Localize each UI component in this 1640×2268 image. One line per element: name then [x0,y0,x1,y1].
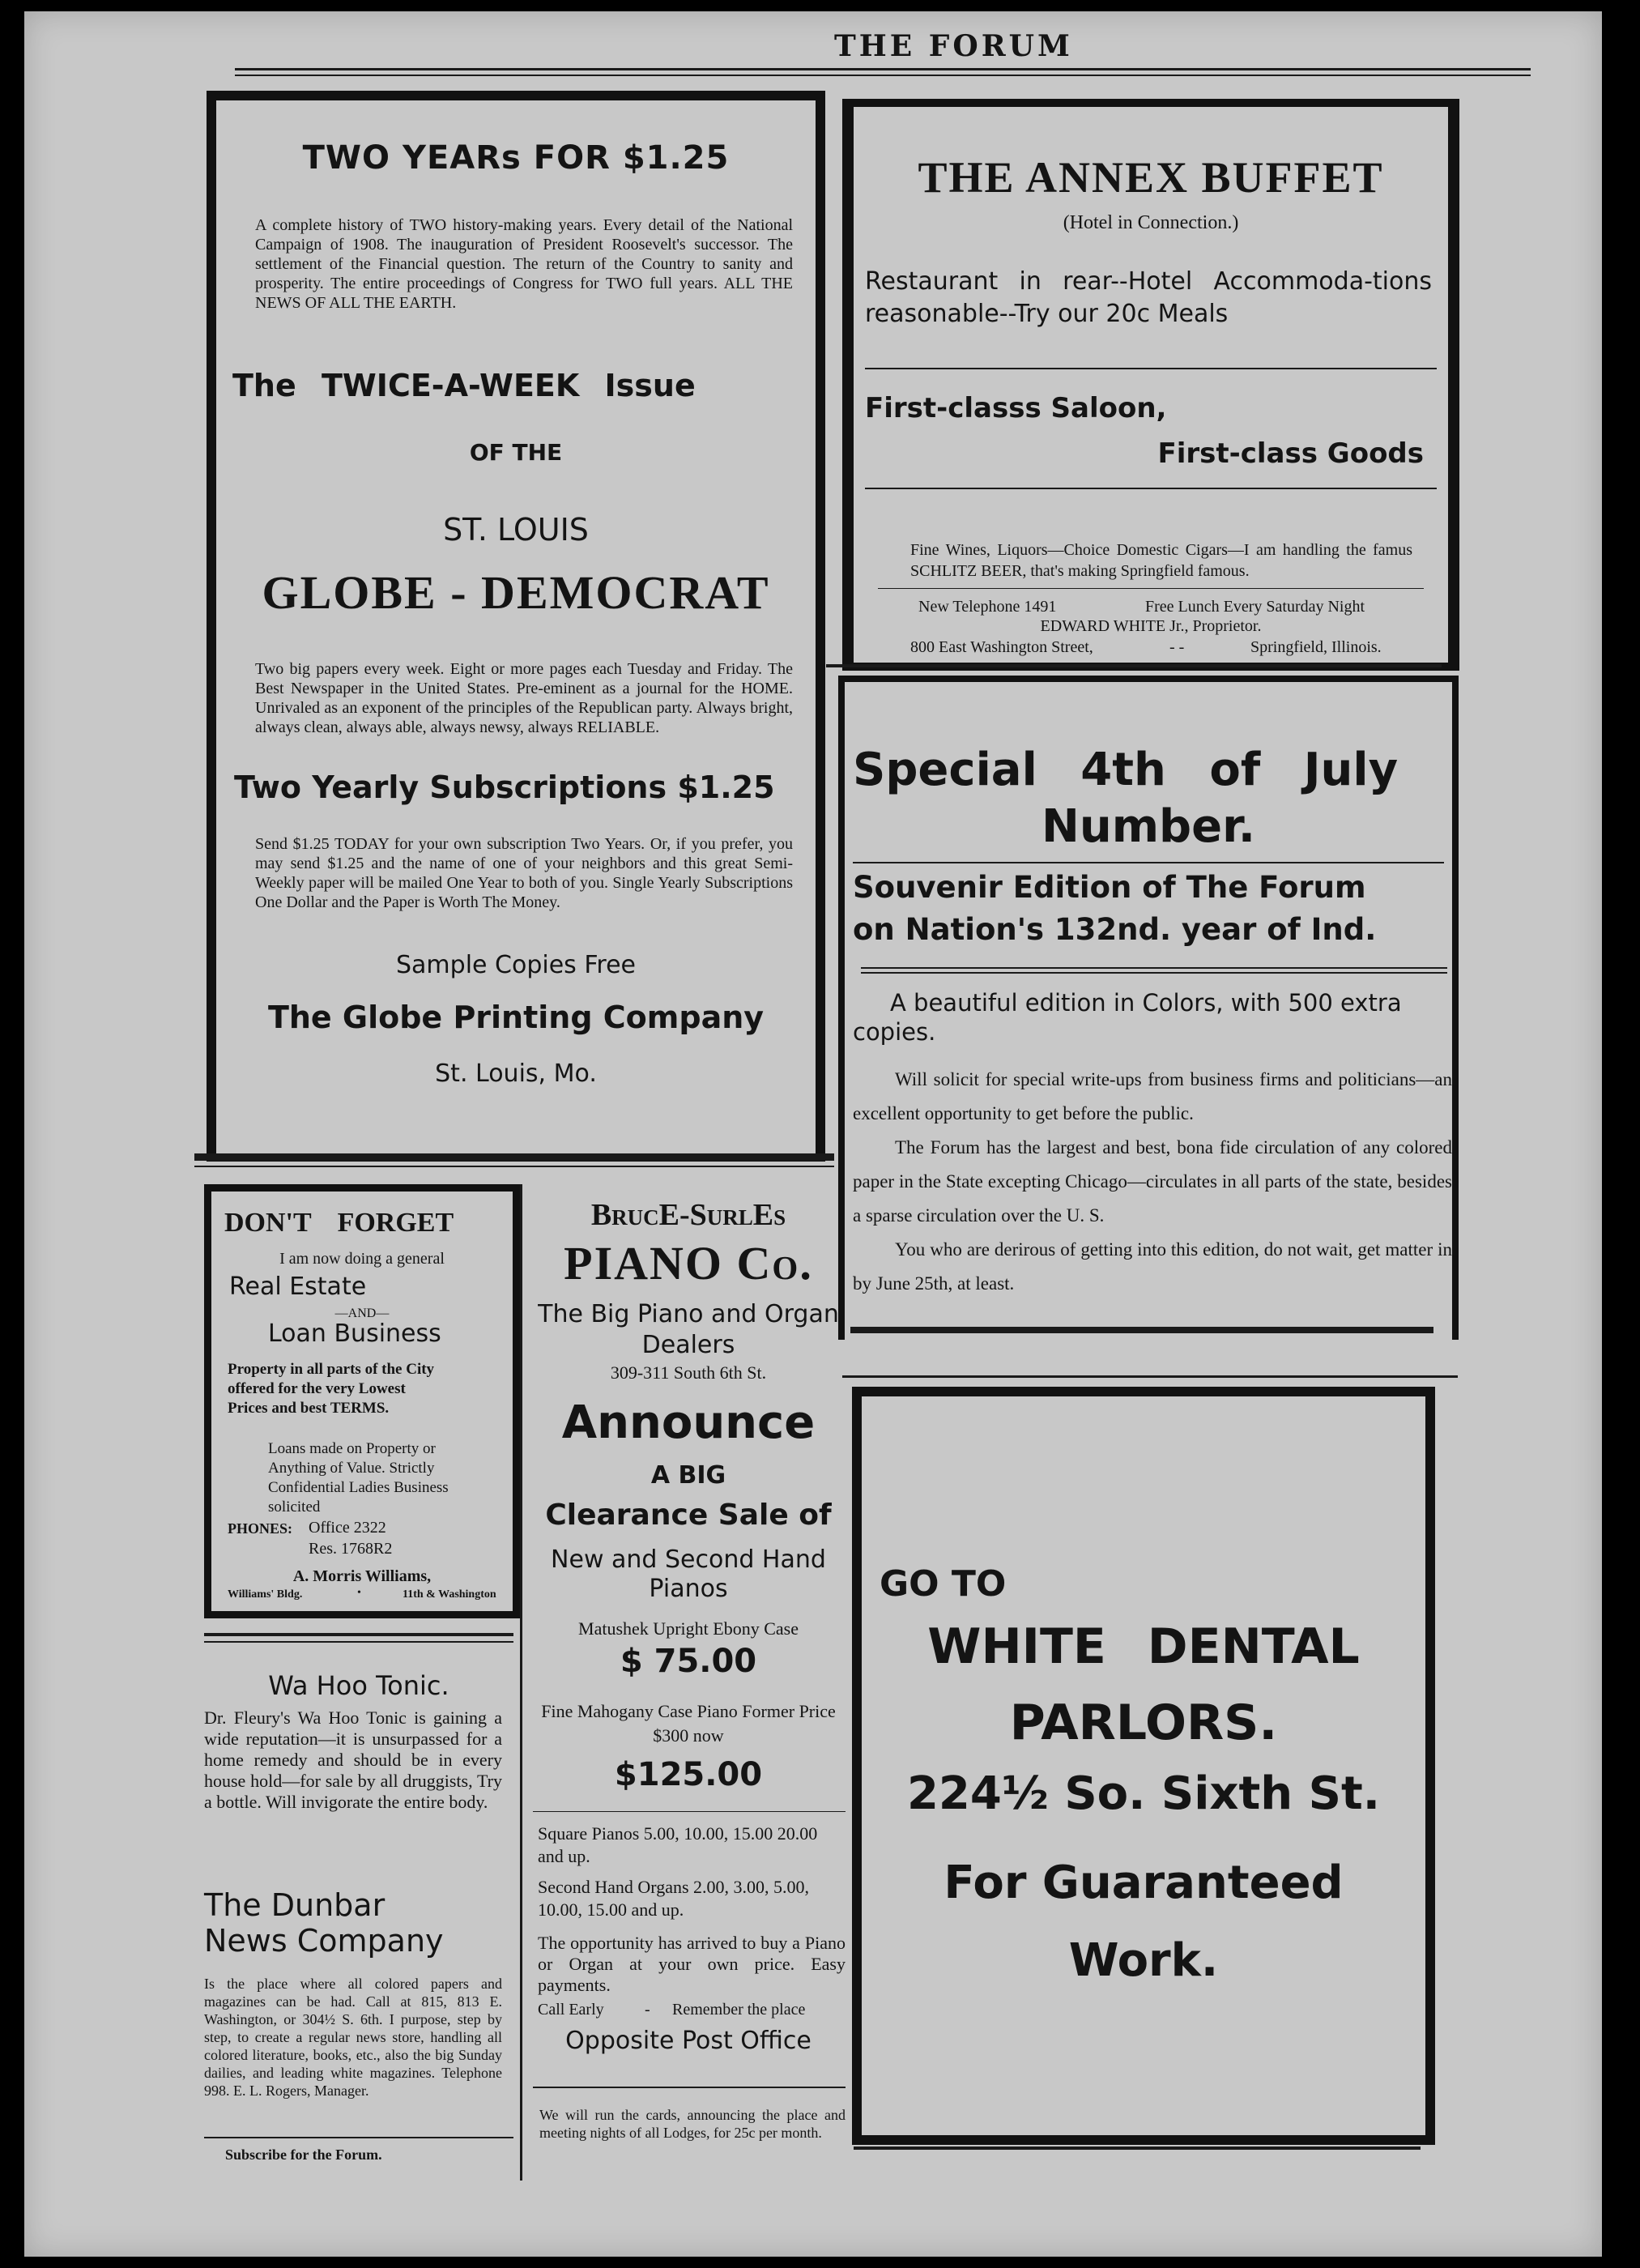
piano-square: Square Pianos 5.00, 10.00, 15.00 20.00 and up. [538,1823,818,1866]
williams-title: DON'T FORGET [224,1208,454,1238]
williams-name: A. Morris Williams, [292,1567,432,1585]
piano-brand: BrucE-SurlEs [590,1198,786,1232]
annex-wines: Fine Wines, Liquors—Choice Domestic Cigars—I am handling the famus SCHLITZ BEER, that's making Springfield famous. [910,541,1412,580]
wahoo-title: Wa Hoo Tonic. [268,1670,449,1701]
wahoo-body: Dr. Fleury's Wa Hoo Tonic is gaining a wide reputation—it is unsurpassed for a home remedy and should be in every house hold—for sale by all druggists, Try a bottle. Will invigorate the entire body. [204,1707,502,1812]
globe-issue-line: The TWICE-A-WEEK Issue [232,368,696,403]
white-dental-ad [852,1387,1435,2145]
dunbar-title-2: News Company [204,1923,444,1959]
globe-city: St. Louis, Mo. [435,1059,597,1088]
piano-bottom-rule [533,2087,846,2088]
annex-restaurant: Restaurant in rear--Hotel Accommoda-tions reasonable--Try our 20c Meals [865,267,1432,328]
globe-bottom-rule [194,1153,834,1161]
annex-street: 800 East Washington Street, [910,638,1093,656]
globe-body: Two big papers every week. Eight or more pages each Tuesday and Friday. The Best Newspaper in the United States. Pre-eminent as a journal for the HOME. Unrivaled as an exponent of the principles of the Republican party. Always bright, always clean, always able, always newsy, always RELIABLE. [255,660,793,736]
piano-company: PIANO Co. [564,1237,813,1290]
piano-dealers: The Big Piano and Organ Dealers [538,1300,839,1359]
piano-mahogany: Fine Mahogany Case Piano Former Price $300 now [541,1701,836,1746]
williams-real-estate-ad [204,1184,522,1618]
piano-opposite: Opposite Post Office [565,2027,811,2055]
williams-property: Property in all parts of the City offered for the very Lowest Prices and best TERMS. [228,1361,435,1417]
williams-loans: Loans made on Property or Anything of Value. Strictly Confidential Ladies Business solicited [268,1440,449,1516]
piano-a-big: A BIG [650,1461,726,1490]
annex-rule-2 [865,488,1437,489]
piano-address: 309-311 South 6th St. [610,1362,767,1383]
july-bottom-rule [850,1327,1433,1333]
williams-office: Office 2322 [309,1519,386,1537]
williams-real-estate: Real Estate [229,1273,367,1301]
dunbar-title-1: The Dunbar [204,1887,386,1923]
july-rule-3 [861,972,1447,974]
july-p1: Will solicit for special write-ups from business firms and politicians—an excellent opportunity to get before the public. [853,1069,1452,1123]
annex-subtitle: (Hotel in Connection.) [1063,212,1239,233]
annex-lunch: Free Lunch Every Saturday Night [1145,598,1365,616]
july-title-2: Number. [1041,800,1256,853]
july-rule-2 [861,967,1447,969]
globe-st-louis: ST. LOUIS [443,512,589,548]
subscribe-forum: Subscribe for the Forum. [225,2146,382,2163]
july-beautiful: A beautiful edition in Colors, with 500 extra copies. [853,989,1402,1046]
annex-city: Springfield, Illinois. [1250,638,1382,656]
globe-offer: Send $1.25 TODAY for your own subscription Two Years. Or, if you prefer, you may send $1.25 and the name of one of your neighbors and this great Semi-Weekly paper will be mailed One Year to both of you. Single Yearly Subscriptions One Dollar and the Paper is Worth The Money. [255,835,793,911]
piano-matushek: Matushek Upright Ebony Case [578,1618,799,1639]
july-p2: The Forum has the largest and best, bona fide circulation of any colored paper in the State excepting Chicago—circulates in all parts of the state, besides a sparse circulation over the U. S. [853,1137,1452,1226]
williams-loan: Loan Business [268,1319,441,1348]
dental-bottom-rule [854,2146,1421,2150]
globe-democrat-ad [207,91,825,1162]
annex-dashes: - - [1169,638,1185,656]
dental-parlors: PARLORS. [1009,1695,1278,1751]
dental-address: 224½ So. Sixth St. [906,1767,1381,1820]
williams-and: —AND— [334,1307,390,1320]
piano-price-125: $125.00 [614,1756,763,1793]
williams-dot: • [357,1587,361,1599]
globe-bottom-rule-2 [194,1166,834,1167]
piano-lodges: We will run the cards, announcing the place and meeting nights of all Lodges, for 25c per month. [539,2107,846,2141]
masthead-rule-2 [235,75,1531,76]
piano-rule [533,1811,846,1812]
globe-paper-name: GLOBE - DEMOCRAT [262,566,770,619]
piano-remember: Remember the place [672,2001,806,2019]
annex-rule [865,368,1437,369]
dental-go-to: GO TO [880,1563,1007,1605]
dental-name: WHITE DENTAL [927,1618,1360,1675]
globe-samples: Sample Copies Free [396,951,636,979]
july-title-1: Special 4th of July [853,744,1399,796]
piano-organs: Second Hand Organs 2.00, 3.00, 5.00, 10.00, 15.00 and up. [538,1877,810,1920]
annex-saloon-2: First-class Goods [1157,437,1424,470]
piano-dash: - [645,2001,650,2019]
piano-left-rule [520,1184,522,2181]
williams-phones: PHONES: [228,1520,293,1537]
newspaper-page [24,11,1602,2257]
annex-rule-3 [878,588,1424,589]
masthead-title: THE FORUM [834,29,1073,63]
dunbar-body: Is the place where all colored papers and magazines can be had. Call at 815, 813 E. Washington, or 304½ S. 6th. I purpose, step by step, to create a regular news store, handling all colored literature, books, etc., also the big Sunday dailies, and leading white magazines. Telephone 998. E. L. Rogers, Manager. [204,1976,502,2099]
williams-bldg: Williams' Bldg. [228,1588,303,1601]
globe-subscriptions: Two Yearly Subscriptions $1.25 [234,770,775,805]
piano-new-second: New and Second Hand Pianos [551,1545,826,1603]
globe-of-the: OF THE [469,439,563,466]
july-souvenir-1: Souvenir Edition of The Forum [853,870,1366,905]
piano-announce: Announce [561,1396,816,1449]
wahoo-top-rule-2 [204,1641,513,1643]
globe-headline: TWO YEARs FOR $1.25 [302,139,730,177]
williams-res: Res. 1768R2 [309,1540,393,1558]
masthead-rule [235,68,1531,70]
annex-saloon-1: First-classs Saloon, [865,392,1167,424]
july-souvenir-2: on Nation's 132nd. year of Ind. [853,912,1377,947]
annex-proprietor: EDWARD WHITE Jr., Proprietor. [1040,617,1262,635]
july-rule [853,862,1444,863]
annex-buffet-ad [842,99,1459,671]
july-fourth-ad [838,676,1459,1340]
dental-work: Work. [1068,1934,1219,1987]
piano-price-75: $ 75.00 [620,1643,757,1680]
annex-bottom-rule [826,664,1442,667]
annex-telephone: New Telephone 1491 [918,598,1057,616]
dental-guaranteed: For Guaranteed [944,1857,1344,1909]
globe-company: The Globe Printing Company [267,1000,765,1035]
july-p3: You who are derirous of getting into this edition, do not wait, get matter in by June 25th, at least. [853,1239,1452,1294]
dental-top-rule [842,1375,1458,1378]
piano-opportunity: The opportunity has arrived to buy a Piano or Organ at your own price. Easy payments. [538,1933,846,1995]
dunbar-rule [204,2137,513,2138]
williams-corner: 11th & Washington [403,1588,496,1601]
annex-title: THE ANNEX BUFFET [918,153,1384,202]
williams-line1: I am now doing a general [279,1250,445,1268]
piano-clearance: Clearance Sale of [545,1498,832,1532]
wahoo-top-rule [204,1633,513,1636]
piano-call-early: Call Early [538,2001,604,2019]
globe-intro: A complete history of TWO history-making years. Every detail of the National Campaign of 1908. The inauguration of President Roosevelt's successor. The settlement of the Financial question. The return of the Country to sanity and prosperity. The entire proceedings of Congress for TWO full years. ALL THE NEWS OF ALL THE EARTH. [255,216,793,312]
